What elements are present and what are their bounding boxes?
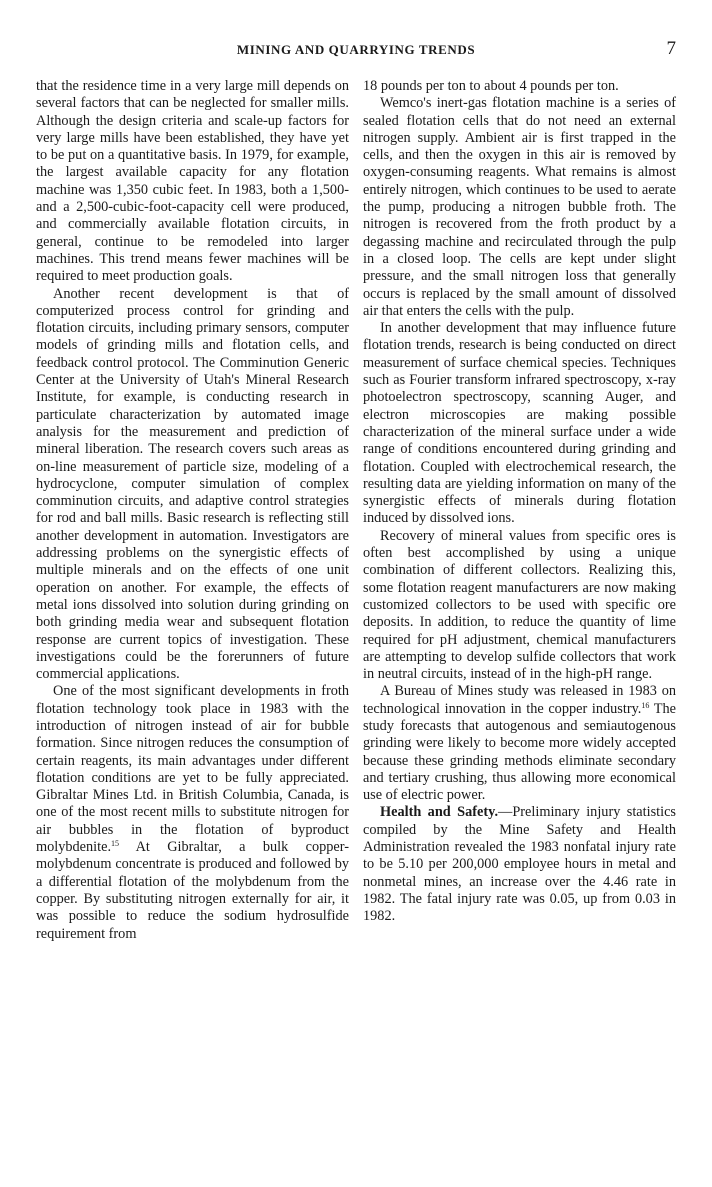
paragraph: Wemco's inert-gas flotation machine is a series of sealed flotation cells that do not need an external nitrogen supply. Ambient air is first trapped in the cells, and then the oxygen in this air is removed by oxygen-consuming reagents. What remains is almost entirely nitrogen, which continues to be used to aerate the pump, producing a nitrogen bubble froth. The nitrogen is recovered from the froth product by a degassing machine and recirculated through the pulp in a closed loop. The cells are kept under slight pressure, and the small nitrogen loss that generally occurs is replaced by the small amount of dissolved air that enters the cells with the pulp. <box>363 95 676 319</box>
paragraph: that the residence time in a very large mill depends on several factors that can be neglected for smaller mills. Although the design criteria and scale-up factors for very large mills have been established, they have yet to be put on a quantitative basis. In 1979, for example, the largest available capacity for any flotation machine was 1,350 cubic feet. In 1983, both a 1,500- and a 2,500-cubic-foot-capacity cell were produced, and commercially available flotation circuits, in general, continue to be remodeled into larger machines. This trend means fewer machines will be required to meet production goals. <box>36 78 349 285</box>
page-number: 7 <box>666 38 676 59</box>
paragraph: Another recent development is that of computerized process control for grinding and flotation circuits, including primary sensors, computer models of grinding mills and flotation cells, and feedback control protocol. The Comminution Generic Center at the University of Utah's Mineral Research Institute, for example, is conducting research in particulate characterization by automated image analysis for the measurement and prediction of mineral liberation. The research covers such areas as on-line measurement of particle size, modeling of a hydrocyclone, computer simulation of complex comminution circuits, and adaptive control strategies for rod and ball mills. Basic research is reflecting still another development in automation. Investigators are addressing problems on the synergistic effects of multiple minerals and on the effects of one unit operation on another. For example, the effects of metal ions dissolved into solution during grinding on both grinding media wear and subsequent flotation response are current topics of investigation. These investigations could be the forerunners of future commercial applications. <box>36 285 349 683</box>
paragraph-text: At Gibraltar, a bulk copper-molybdenum concentrate is produced and followed by a differential flotation of the molybdenum from the copper. By substituting nitrogen externally for air, it was possible to reduce the sodium hydrosulfide requirement from <box>36 839 349 942</box>
paragraph-text: The study forecasts that autogenous and semiautogenous grinding were likely to become more widely accepted because these grinding methods eliminate secondary and tertiary crushing, thus allowing more economical use of electric power. <box>363 700 677 804</box>
right-column <box>363 78 676 926</box>
paragraph <box>363 683 676 804</box>
paragraph: Recovery of mineral values from specific ores is often best accomplished by using a unique combination of different collectors. Realizing this, some flotation reagent manufacturers are now making customized collectors to be used with specific ore deposits. In addition, to reduce the quantity of lime required for pH adjustment, chemical manufacturers are attempting to develop sulfide collectors that work in neutral circuits, instead of in the high-pH range. <box>363 527 676 683</box>
paragraph <box>36 683 349 942</box>
paragraph-text: One of the most significant developments in froth flotation technology took place in 1983 with the introduction of nitrogen instead of air for bubble formation. Since nitrogen reduces the consumption of certain reagents, its main advantages under different flotation conditions are yet to be fully appreciated. Gibraltar Mines Ltd. in British Columbia, Canada, is one of the most recent mills to substitute nitrogen for air bubbles in the flotation of byproduct molybdenite. <box>36 683 349 856</box>
section-heading: Health and Safety. <box>380 804 499 821</box>
footnote-ref: 15 <box>111 839 120 849</box>
left-column <box>36 78 349 943</box>
paragraph: 18 pounds per ton to about 4 pounds per ton. <box>363 78 619 94</box>
paragraph <box>363 804 676 925</box>
footnote-ref: 16 <box>641 700 650 710</box>
running-header <box>36 40 676 60</box>
running-title: MINING AND QUARRYING TRENDS <box>236 42 476 57</box>
paragraph-text: A Bureau of Mines study was released in 1983 on technological innovation in the copper industry. <box>363 683 676 717</box>
paragraph-text: —Preliminary injury statistics compiled by the Mine Safety and Health Administration revealed the 1983 nonfatal injury rate to be 5.10 per 200,000 employee hours in metal and nonmetal mines, an increase over the 4.46 rate in 1982. The fatal injury rate was 0.05, up from 0.03 in 1982. <box>363 804 676 925</box>
paragraph: In another development that may influence future flotation trends, research is being conducted on direct measurement of surface chemical species. Techniques such as Fourier transform infrared spectroscopy, x-ray photoelectron spectroscopy, scanning Auger, and electron microscopies are making possible characterization of the mineral surface under a wide range of conditions encountered during grinding and flotation. Coupled with electrochemical research, the resulting data are yielding information on many of the synergistic effects of minerals during flotation induced by dissolved ions. <box>363 320 676 527</box>
